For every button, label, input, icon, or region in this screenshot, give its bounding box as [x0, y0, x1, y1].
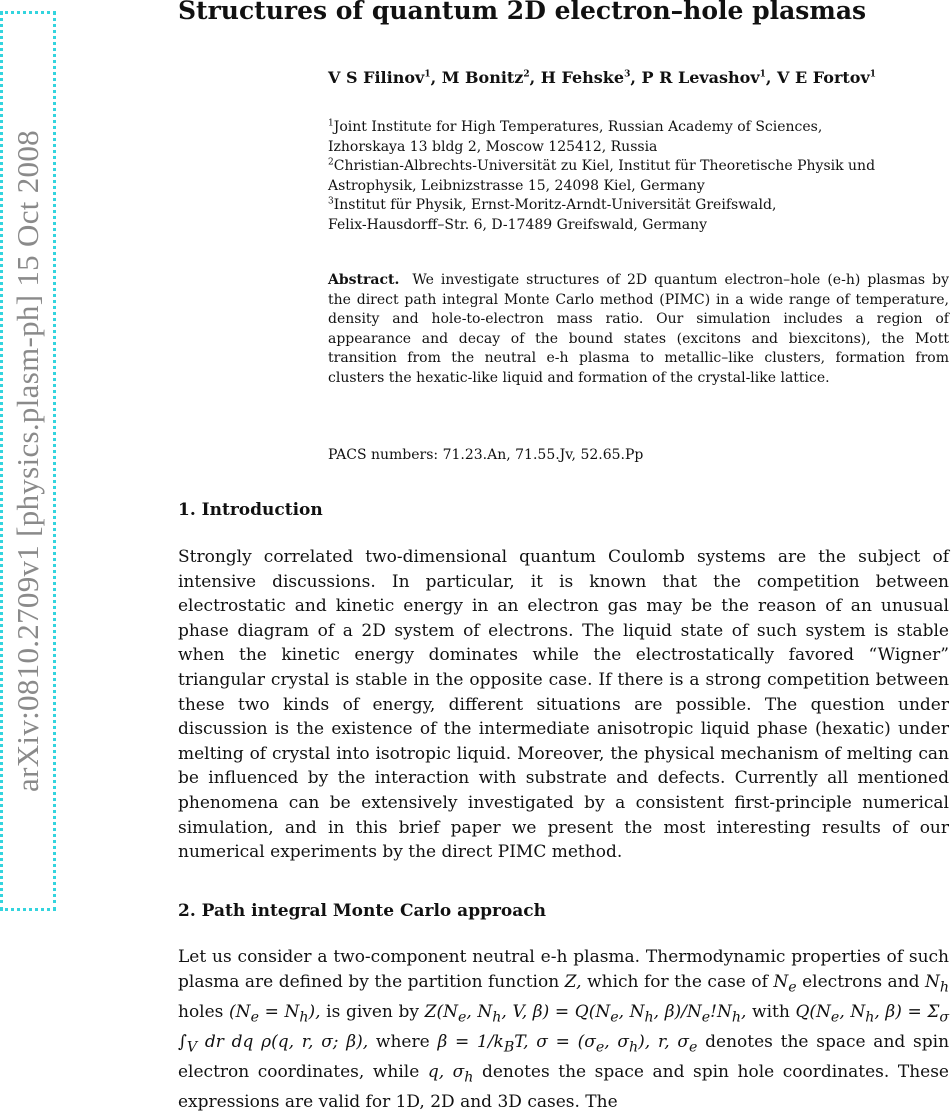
affiliation-line: $^3$Institut für Physik, Ernst-Moritz-Arndt-Universität Greifswald,	[328, 196, 777, 214]
author-list: V S Filinov$^1$, M Bonitz$^2$, H Fehske$^3$, P R Levashov$^1$, V E Fortov$^1$	[328, 68, 877, 87]
affiliation-line: Felix-Hausdorff–Str. 6, D-17489 Greifswald, Germany	[328, 216, 708, 233]
author: M Bonitz$^2$	[441, 68, 530, 87]
author: H Fehske$^3$	[540, 68, 631, 87]
section-heading-introduction: 1. Introduction	[178, 500, 323, 520]
author: P R Levashov$^1$	[641, 68, 766, 87]
abstract-label: Abstract.	[328, 272, 400, 288]
affiliation-line: $^2$Christian-Albrechts-Universität zu Kiel, Institut für Theoretische Physik und	[328, 157, 876, 175]
pacs-numbers: PACS numbers: 71.23.An, 71.55.Jv, 52.65.Pp	[328, 447, 644, 463]
affiliation-line: Izhorskaya 13 bldg 2, Moscow 125412, Russia	[328, 138, 658, 155]
arxiv-identifier: arXiv:0810.2709v1 [physics.plasm-ph] 15 Oct 2008	[10, 130, 45, 792]
abstract	[328, 271, 949, 389]
section-heading-pimc: 2. Path integral Monte Carlo approach	[178, 901, 546, 921]
affiliation-line: Astrophysik, Leibnizstrasse 15, 24098 Kiel, Germany	[328, 177, 705, 194]
author: V E Fortov$^1$	[777, 68, 877, 87]
introduction-paragraph: Strongly correlated two-dimensional quantum Coulomb systems are the subject of intensive discussions. In particular, it is known that the competition between electrostatic and kinetic energy in an electron gas may be the reason of an unusual phase diagram of a 2D system of electrons. The liquid state of such system is stable when the kinetic energy dominates while the electrostatically favored “Wigner” triangular crystal is stable in the opposite case. If there is a strong competition between these two kinds of energy, different situations are possible. The question under discussion is the existence of the intermediate anisotropic liquid phase (hexatic) under melting of crystal into isotropic liquid. Moreover, the physical mechanism of melting can be influenced by the interaction with substrate and defects. Currently all mentioned phenomena can be extensively investigated by a consistent first-principle numerical simulation, and in this brief paper we present the most interesting results of our numerical experiments by the direct PIMC method.	[178, 547, 949, 863]
pimc-paragraph: Let us consider a two-component neutral e-h plasma. Thermodynamic properties of such plasma are defined by the partition function Z, which for the case of $N_e$ electrons and $N_h$ holes $(N_e = N_h)$, is given by $Z(N_e$, $N_h$, V, $\beta) = Q(N_e$, $N_h$, $\beta)/N_e!N_h$, with $Q(N_e$, $N_h$, $\beta) = \Sigma_\sigma$ $\int_V$ dr dq ρ(q, r, σ; β), where $\beta = 1/k_BT$, $\sigma = (\sigma_e$, $\sigma_h$), r, $\sigma_e$ denotes the space and spin electron coordinates, while q, $\sigma_h$ denotes the space and spin hole coordinates. These expressions are valid for 1D, 2D and 3D cases. The	[178, 947, 950, 1112]
affiliation-line: $^1$Joint Institute for High Temperatures, Russian Academy of Sciences,	[328, 118, 823, 135]
arxiv-stamp	[0, 11, 56, 911]
author: V S Filinov$^1$	[328, 68, 431, 87]
abstract-text: We investigate structures of 2D quantum electron–hole (e-h) plasmas by the direct path integral Monte Carlo method (PIMC) in a wide range of temperature, density and hole-to-electron mass ratio. Our simulation includes a region of appearance and decay of the bound states (excitons and biexcitons), the Mott transition from the neutral e-h plasma to metallic–like clusters, formation from clusters the hexatic-like liquid and formation of the crystal-like lattice.	[328, 272, 950, 386]
affiliations	[328, 118, 938, 236]
paper-title: Structures of quantum 2D electron–hole plasmas	[178, 0, 867, 25]
